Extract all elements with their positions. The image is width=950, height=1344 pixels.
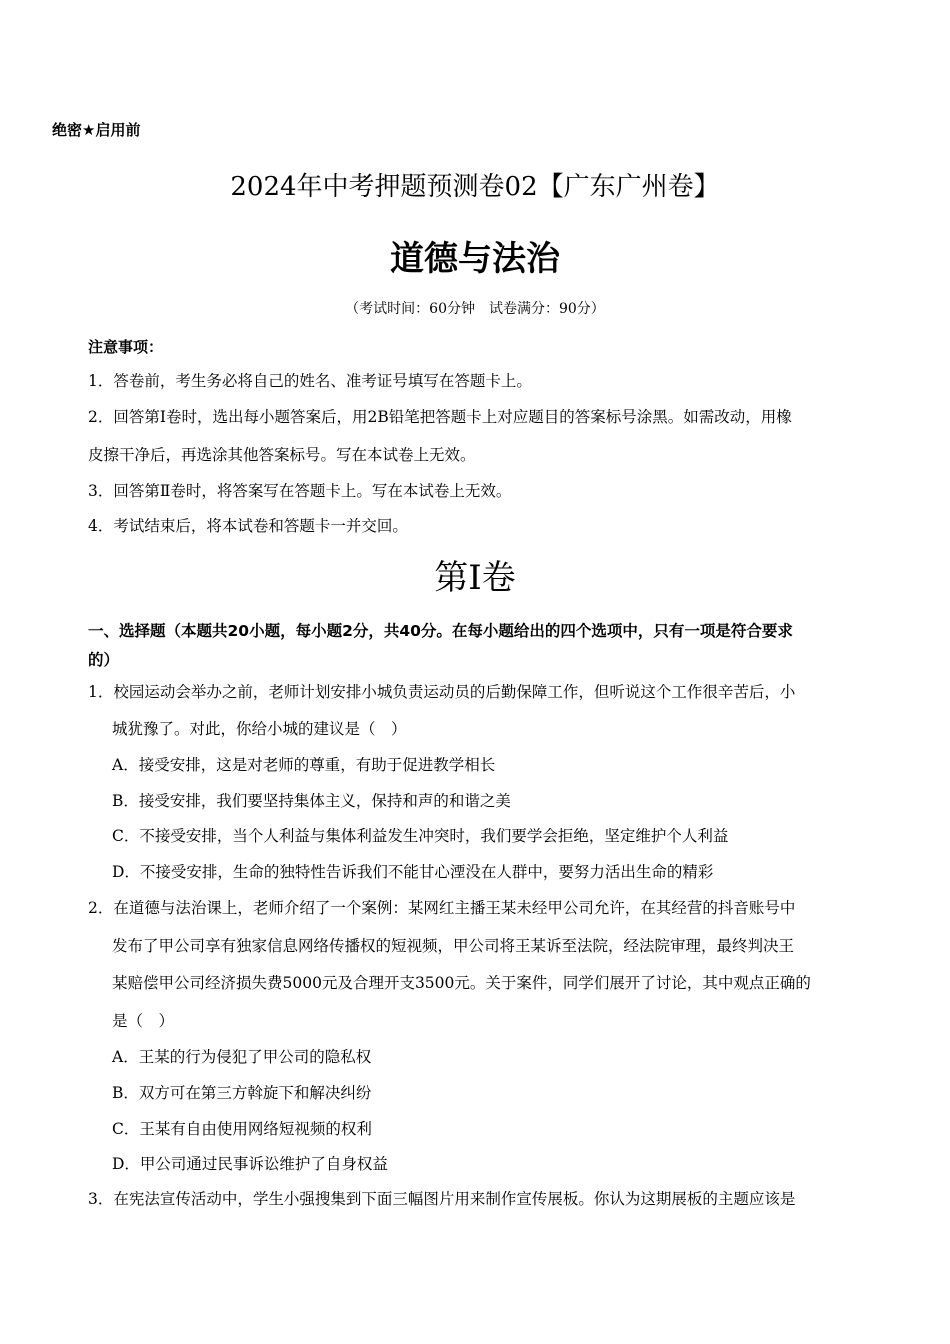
- question-2-option-d: D．甲公司通过民事诉讼维护了自身权益: [112, 1155, 388, 1173]
- note-item-2: 2．回答第Ⅰ卷时，选出每小题答案后，用2B铅笔把答题卡上对应题目的答案标号涂黑。如需改动，用橡: [88, 408, 792, 426]
- note-item-3: 3．回答第Ⅱ卷时，将答案写在答题卡上。写在本试卷上无效。: [88, 482, 512, 500]
- question-2-stem-cont-2: 某赔偿甲公司经济损失费5000元及合理开支3500元。关于案件，同学们展开了讨论，其中观点正确的: [112, 974, 811, 992]
- notes-heading: 注意事项：: [88, 338, 164, 356]
- section-heading-cont: 的）: [88, 651, 120, 669]
- question-2-stem-cont-3: 是（ ）: [112, 1012, 175, 1030]
- confidential-mark: 绝密★启用前: [52, 121, 141, 139]
- exam-title: 2024年中考押题预测卷02【广东广州卷】: [230, 172, 720, 202]
- subject-title: 道德与法治: [390, 239, 560, 279]
- question-1-option-d: D．不接受安排，生命的独特性告诉我们不能甘心湮没在人群中，要努力活出生命的精彩: [112, 863, 714, 881]
- question-1-stem-cont: 城犹豫了。对此，你给小城的建议是（ ）: [112, 720, 407, 738]
- question-2-stem-cont-1: 发布了甲公司享有独家信息网络传播权的短视频，甲公司将王某诉至法院，经法院审理，最终判决王: [112, 937, 795, 955]
- question-1-option-c: C．不接受安排，当个人利益与集体利益发生冲突时，我们要学会拒绝，坚定维护个人利益: [112, 827, 729, 845]
- note-item-2-cont: 皮擦干净后，再选涂其他答案标号。写在本试卷上无效。: [88, 446, 476, 464]
- question-3-stem: 3．在宪法宣传活动中，学生小强搜集到下面三幅图片用来制作宣传展板。你认为这期展板的主题应该是: [88, 1190, 796, 1208]
- part-title: 第Ⅰ卷: [434, 558, 516, 598]
- question-1-option-b: B．接受安排，我们要坚持集体主义，保持和声的和谐之美: [112, 792, 511, 810]
- question-2-option-a: A．王某的行为侵犯了甲公司的隐私权: [112, 1048, 372, 1066]
- question-2-option-b: B．双方可在第三方斡旋下和解决纠纷: [112, 1084, 372, 1102]
- question-2-stem: 2．在道德与法治课上，老师介绍了一个案例：某网红主播王某未经甲公司允许，在其经营的抖音账号中: [88, 899, 796, 917]
- section-heading: 一、选择题（本题共20小题，每小题2分，共40分。在每小题给出的四个选项中，只有一项是符合要求: [88, 622, 793, 640]
- question-2-option-c: C．王某有自由使用网络短视频的权利: [112, 1120, 372, 1138]
- note-item-1: 1．答卷前，考生务必将自己的姓名、准考证号填写在答题卡上。: [88, 372, 532, 390]
- question-1-stem: 1．校园运动会举办之前，老师计划安排小城负责运动员的后勤保障工作，但听说这个工作很辛苦后，小: [88, 683, 796, 701]
- exam-info: （考试时间：60分钟 试卷满分：90分）: [345, 301, 605, 317]
- question-1-option-a: A．接受安排，这是对老师的尊重，有助于促进教学相长: [112, 756, 496, 774]
- note-item-4: 4．考试结束后，将本试卷和答题卡一并交回。: [88, 517, 408, 535]
